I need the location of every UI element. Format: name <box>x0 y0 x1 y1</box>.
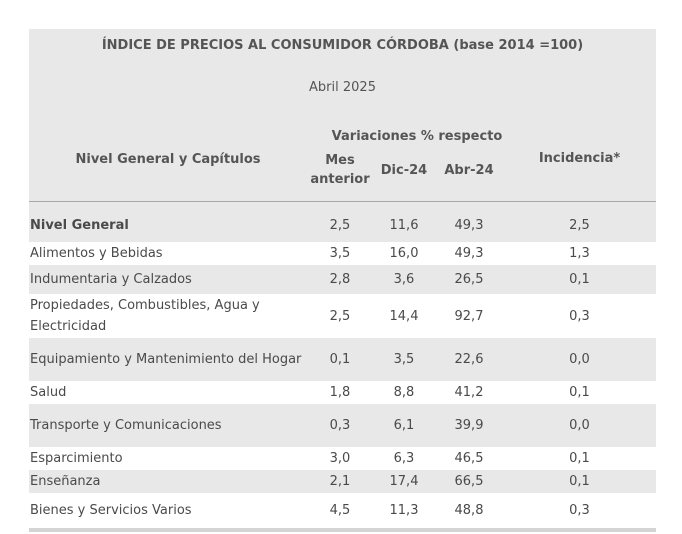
row-label: Alimentos y Bebidas <box>30 246 163 261</box>
row-label: Transporte y Comunicaciones <box>30 418 222 433</box>
row-abr-24: 26,5 <box>454 272 484 287</box>
row-incidencia: 0,3 <box>569 308 590 324</box>
row-dic-24: 3,5 <box>393 352 415 367</box>
row-mes-anterior: 1,8 <box>329 385 351 400</box>
row-abr-24: 66,5 <box>454 474 484 489</box>
row-abr-24: 49,3 <box>454 217 484 233</box>
table-row <box>29 493 656 528</box>
row-abr-24: 92,7 <box>454 308 484 324</box>
row-abr-24: 46,5 <box>454 451 484 466</box>
table-title: ÍNDICE DE PRECIOS AL CONSUMIDOR CÓRDOBA (base 2014 =100) <box>101 38 584 53</box>
row-mes-anterior: 3,0 <box>329 451 351 466</box>
table-body <box>29 202 656 532</box>
row-incidencia: 1,3 <box>569 246 590 261</box>
table-row <box>29 404 656 447</box>
row-dic-24: 3,6 <box>393 272 415 287</box>
row-mes-anterior: 2,1 <box>329 474 351 489</box>
row-abr-24: 48,8 <box>454 503 484 518</box>
cpi-table <box>29 29 656 532</box>
row-mes-anterior: 3,5 <box>329 246 351 261</box>
row-incidencia: 0,0 <box>569 418 590 433</box>
row-label: Indumentaria y Calzados <box>30 272 192 287</box>
row-mes-anterior: 2,8 <box>329 272 351 287</box>
row-mes-anterior: 2,5 <box>329 217 351 233</box>
row-dic-24: 6,3 <box>393 451 415 466</box>
table-row <box>29 447 656 470</box>
row-mes-anterior: 2,5 <box>329 308 351 324</box>
row-label: Salud <box>30 385 67 400</box>
table-period: Abril 2025 <box>309 80 376 95</box>
row-incidencia: 0,1 <box>569 474 590 489</box>
row-abr-24: 49,3 <box>454 246 484 261</box>
header-label: Nivel General y Capítulos <box>75 152 261 167</box>
table-row <box>29 265 656 294</box>
row-label: Nivel General <box>30 217 129 233</box>
row-label: Bienes y Servicios Varios <box>30 503 192 518</box>
table-row <box>29 470 656 493</box>
row-incidencia: 0,1 <box>569 385 590 400</box>
row-mes-anterior: 0,1 <box>329 352 351 367</box>
header-dic-24: Dic-24 <box>380 163 428 178</box>
row-dic-24: 8,8 <box>393 385 415 400</box>
row-incidencia: 0,1 <box>569 451 590 466</box>
row-dic-24: 17,4 <box>389 474 419 489</box>
table-row <box>29 294 656 338</box>
row-mes-anterior: 4,5 <box>329 503 351 518</box>
row-incidencia: 0,3 <box>569 503 590 518</box>
row-dic-24: 16,0 <box>389 246 419 261</box>
row-abr-24: 22,6 <box>454 352 484 367</box>
row-abr-24: 39,9 <box>454 418 484 433</box>
row-mes-anterior: 0,3 <box>329 418 351 433</box>
row-label: Enseñanza <box>30 474 101 489</box>
header-mes-anterior: Mes anterior <box>310 153 370 187</box>
row-label: Equipamiento y Mantenimiento del Hogar <box>30 352 302 367</box>
header-abr-24: Abr-24 <box>444 163 494 178</box>
table-row <box>29 242 656 265</box>
table-row <box>29 381 656 404</box>
row-label: Propiedades, Combustibles, Agua y Electricidad <box>30 298 260 334</box>
row-abr-24: 41,2 <box>454 385 484 400</box>
table-header <box>29 29 656 202</box>
row-incidencia: 0,1 <box>569 272 590 287</box>
row-dic-24: 6,1 <box>393 418 415 433</box>
header-incidencia: Incidencia* <box>538 151 621 166</box>
table-row <box>29 338 656 381</box>
row-incidencia: 0,0 <box>569 352 590 367</box>
row-dic-24: 14,4 <box>389 308 419 324</box>
row-dic-24: 11,6 <box>389 217 419 233</box>
row-dic-24: 11,3 <box>389 503 419 518</box>
row-label: Esparcimiento <box>30 451 123 466</box>
table-row <box>29 202 656 242</box>
row-incidencia: 2,5 <box>569 217 590 233</box>
header-variations-group: Variaciones % respecto <box>331 129 503 144</box>
